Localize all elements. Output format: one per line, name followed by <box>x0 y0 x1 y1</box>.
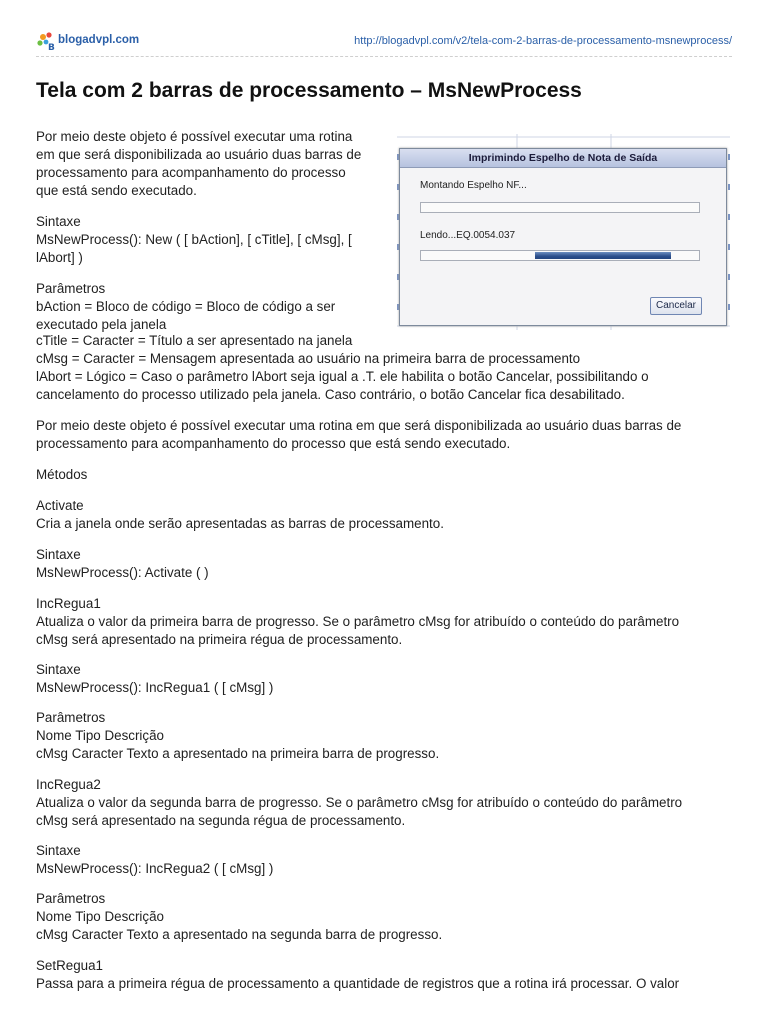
params-heading: Parâmetros <box>36 891 106 906</box>
param-line: lAbort = Lógico = Caso o parâmetro lAbort seja igual a .T. ele habilita o botão Cancelar, possibilitando o <box>36 369 649 384</box>
params-heading: Parâmetros <box>36 281 106 296</box>
dialog-title: Imprimindo Espelho de Nota de Saída <box>400 149 726 168</box>
cancel-button[interactable]: Cancelar <box>650 297 702 315</box>
syntax-heading: Sintaxe <box>36 214 81 229</box>
method-name: SetRegua1 <box>36 958 104 973</box>
method-description: cMsg será apresentado na primeira régua de processamento. <box>36 632 403 647</box>
method-name: IncRegua2 <box>36 777 101 792</box>
method-name: IncRegua1 <box>36 596 101 611</box>
params-header-row: Nome Tipo Descrição <box>36 909 165 924</box>
site-name[interactable]: blogadvpl.com <box>58 34 140 46</box>
syntax-heading: Sintaxe <box>36 662 81 677</box>
param-row: cMsg Caracter Texto a apresentado na primeira barra de progresso. <box>36 746 440 761</box>
method-description: cMsg será apresentado na segunda régua de processamento. <box>36 813 406 828</box>
syntax-heading: Sintaxe <box>36 547 81 562</box>
second-progress-bar <box>420 250 700 261</box>
intro-line: em que será disponibilizada ao usuário duas barras de <box>36 147 362 162</box>
body-line: processamento para acompanhamento do processo que está sendo executado. <box>36 436 511 451</box>
param-line: cancelamento do processo utilizado pela janela. Caso contrário, o botão Cancelar fica desabilitado. <box>36 387 625 402</box>
first-bar-message: Montando Espelho NF... <box>420 180 527 191</box>
syntax-heading: Sintaxe <box>36 843 81 858</box>
method-name: Activate <box>36 498 84 513</box>
param-line: bAction = Bloco de código = Bloco de código a ser <box>36 299 336 314</box>
method-description: Passa para a primeira régua de processamento a quantidade de registros que a rotina irá processar. O valor <box>36 976 680 991</box>
syntax-line: lAbort] ) <box>36 250 83 265</box>
intro-line: Por meio deste objeto é possível executar uma rotina <box>36 129 353 144</box>
param-line: executado pela janela <box>36 317 167 332</box>
syntax-line: MsNewProcess(): Activate ( ) <box>36 565 209 580</box>
syntax-line: MsNewProcess(): IncRegua1 ( [ cMsg] ) <box>36 680 274 695</box>
method-description: Atualiza o valor da segunda barra de progresso. Se o parâmetro cMsg for atribuído o conteúdo do parâmetro <box>36 795 683 810</box>
first-progress-bar <box>420 202 700 213</box>
dialog-screenshot <box>397 134 730 330</box>
page-header <box>36 30 732 54</box>
methods-heading: Métodos <box>36 467 88 482</box>
page-url-link[interactable]: http://blogadvpl.com/v2/tela-com-2-barras-de-processamento-msnewprocess/ <box>354 35 732 47</box>
svg-text:B: B <box>48 43 55 52</box>
syntax-line: MsNewProcess(): IncRegua2 ( [ cMsg] ) <box>36 861 274 876</box>
second-bar-message: Lendo...EQ.0054.037 <box>420 230 516 241</box>
second-progress-fill <box>535 252 671 259</box>
syntax-line: MsNewProcess(): New ( [ bAction], [ cTitle], [ cMsg], [ <box>36 232 352 247</box>
intro-line: que está sendo executado. <box>36 183 197 198</box>
param-line: cTitle = Caracter = Título a ser apresentado na janela <box>36 333 353 348</box>
progress-dialog <box>399 148 727 326</box>
method-description: Atualiza o valor da primeira barra de progresso. Se o parâmetro cMsg for atribuído o conteúdo do parâmetro <box>36 614 680 629</box>
body-line: Por meio deste objeto é possível executar uma rotina em que será disponibilizada ao usuário duas barras de <box>36 418 682 433</box>
params-header-row: Nome Tipo Descrição <box>36 728 165 743</box>
flower-logo-icon <box>36 30 58 52</box>
param-line: cMsg = Caracter = Mensagem apresentada ao usuário na primeira barra de processamento <box>36 351 581 366</box>
page-title: Tela com 2 barras de processamento – MsNewProcess <box>36 79 582 102</box>
intro-line: processamento para acompanhamento do processo <box>36 165 346 180</box>
param-row: cMsg Caracter Texto a apresentado na segunda barra de progresso. <box>36 927 443 942</box>
method-description: Cria a janela onde serão apresentadas as barras de processamento. <box>36 516 444 531</box>
header-divider <box>36 56 732 57</box>
params-heading: Parâmetros <box>36 710 106 725</box>
